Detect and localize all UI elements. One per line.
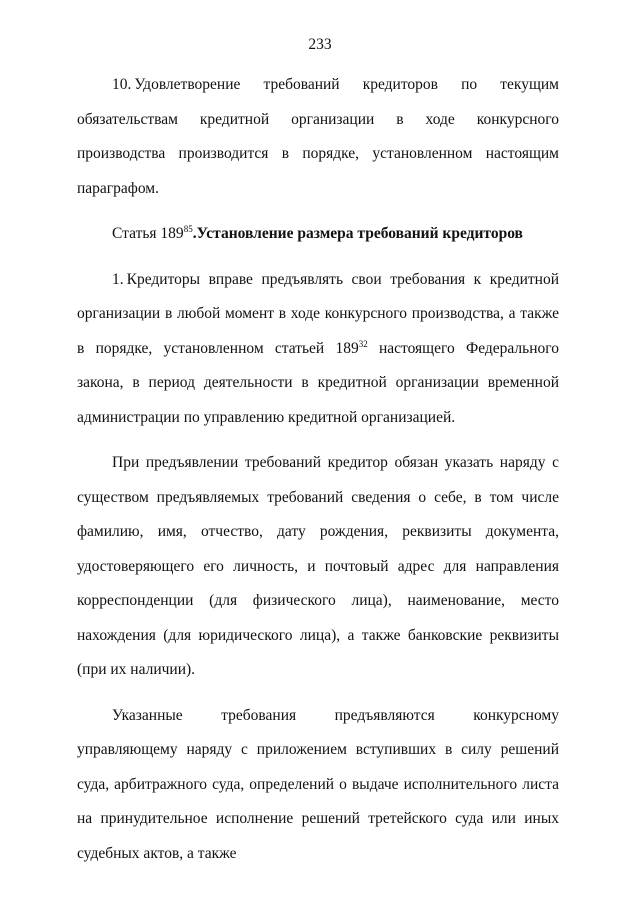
paragraph-text: Удовлетворение требований кредиторов по текущим обязательствам кредитной организации в ходе конкурсного производства производится в порядке, установленном настоящим параграфом. bbox=[77, 76, 559, 197]
article-prefix: Статья 189 bbox=[112, 225, 184, 242]
paragraph-claims-submission: Указанные требования предъявляются конкурсному управляющему наряду с приложением вступивших в силу решений суда, арбитражного суда, определений о выдаче исполнительного листа на принудительное исполнение решений третейского суда или иных судебных актов, а также bbox=[77, 706, 559, 862]
page-number: 233 bbox=[308, 36, 332, 53]
paragraph-number: 10. bbox=[112, 76, 132, 93]
paragraph-number: 1. bbox=[112, 270, 124, 288]
paragraph-1 bbox=[77, 263, 559, 436]
paragraph-text: Кредиторы вправе предъявлять свои требования к кредитной организации в любой момент в ходе конкурсного производства, а также в порядке, установленном статьей 189 bbox=[77, 270, 559, 357]
article-title: .Установление размера требований кредиторов bbox=[192, 225, 523, 242]
article-superscript: 85 bbox=[183, 224, 193, 234]
paragraph-10 bbox=[77, 68, 559, 206]
paragraph-text-continued: настоящего Федерального закона, в период деятельности в кредитной организации временной администрации по управлению кредитной организацией. bbox=[77, 339, 559, 426]
article-heading bbox=[77, 217, 559, 252]
article-reference-superscript: 32 bbox=[358, 338, 368, 349]
document-body bbox=[77, 68, 559, 871]
paragraph-creditor-duties: При предъявлении требований кредитор обязан указать наряду с существом предъявляемых требований сведения о себе, в том числе фамилию, имя, отчество, дату рождения, реквизиты документа, удостоверяющего его личность, и почтовый адрес для направления корреспонденции (для физического лица), наименование, место нахождения (для юридического лица), а также банковские реквизиты (при их наличии). bbox=[77, 454, 559, 678]
